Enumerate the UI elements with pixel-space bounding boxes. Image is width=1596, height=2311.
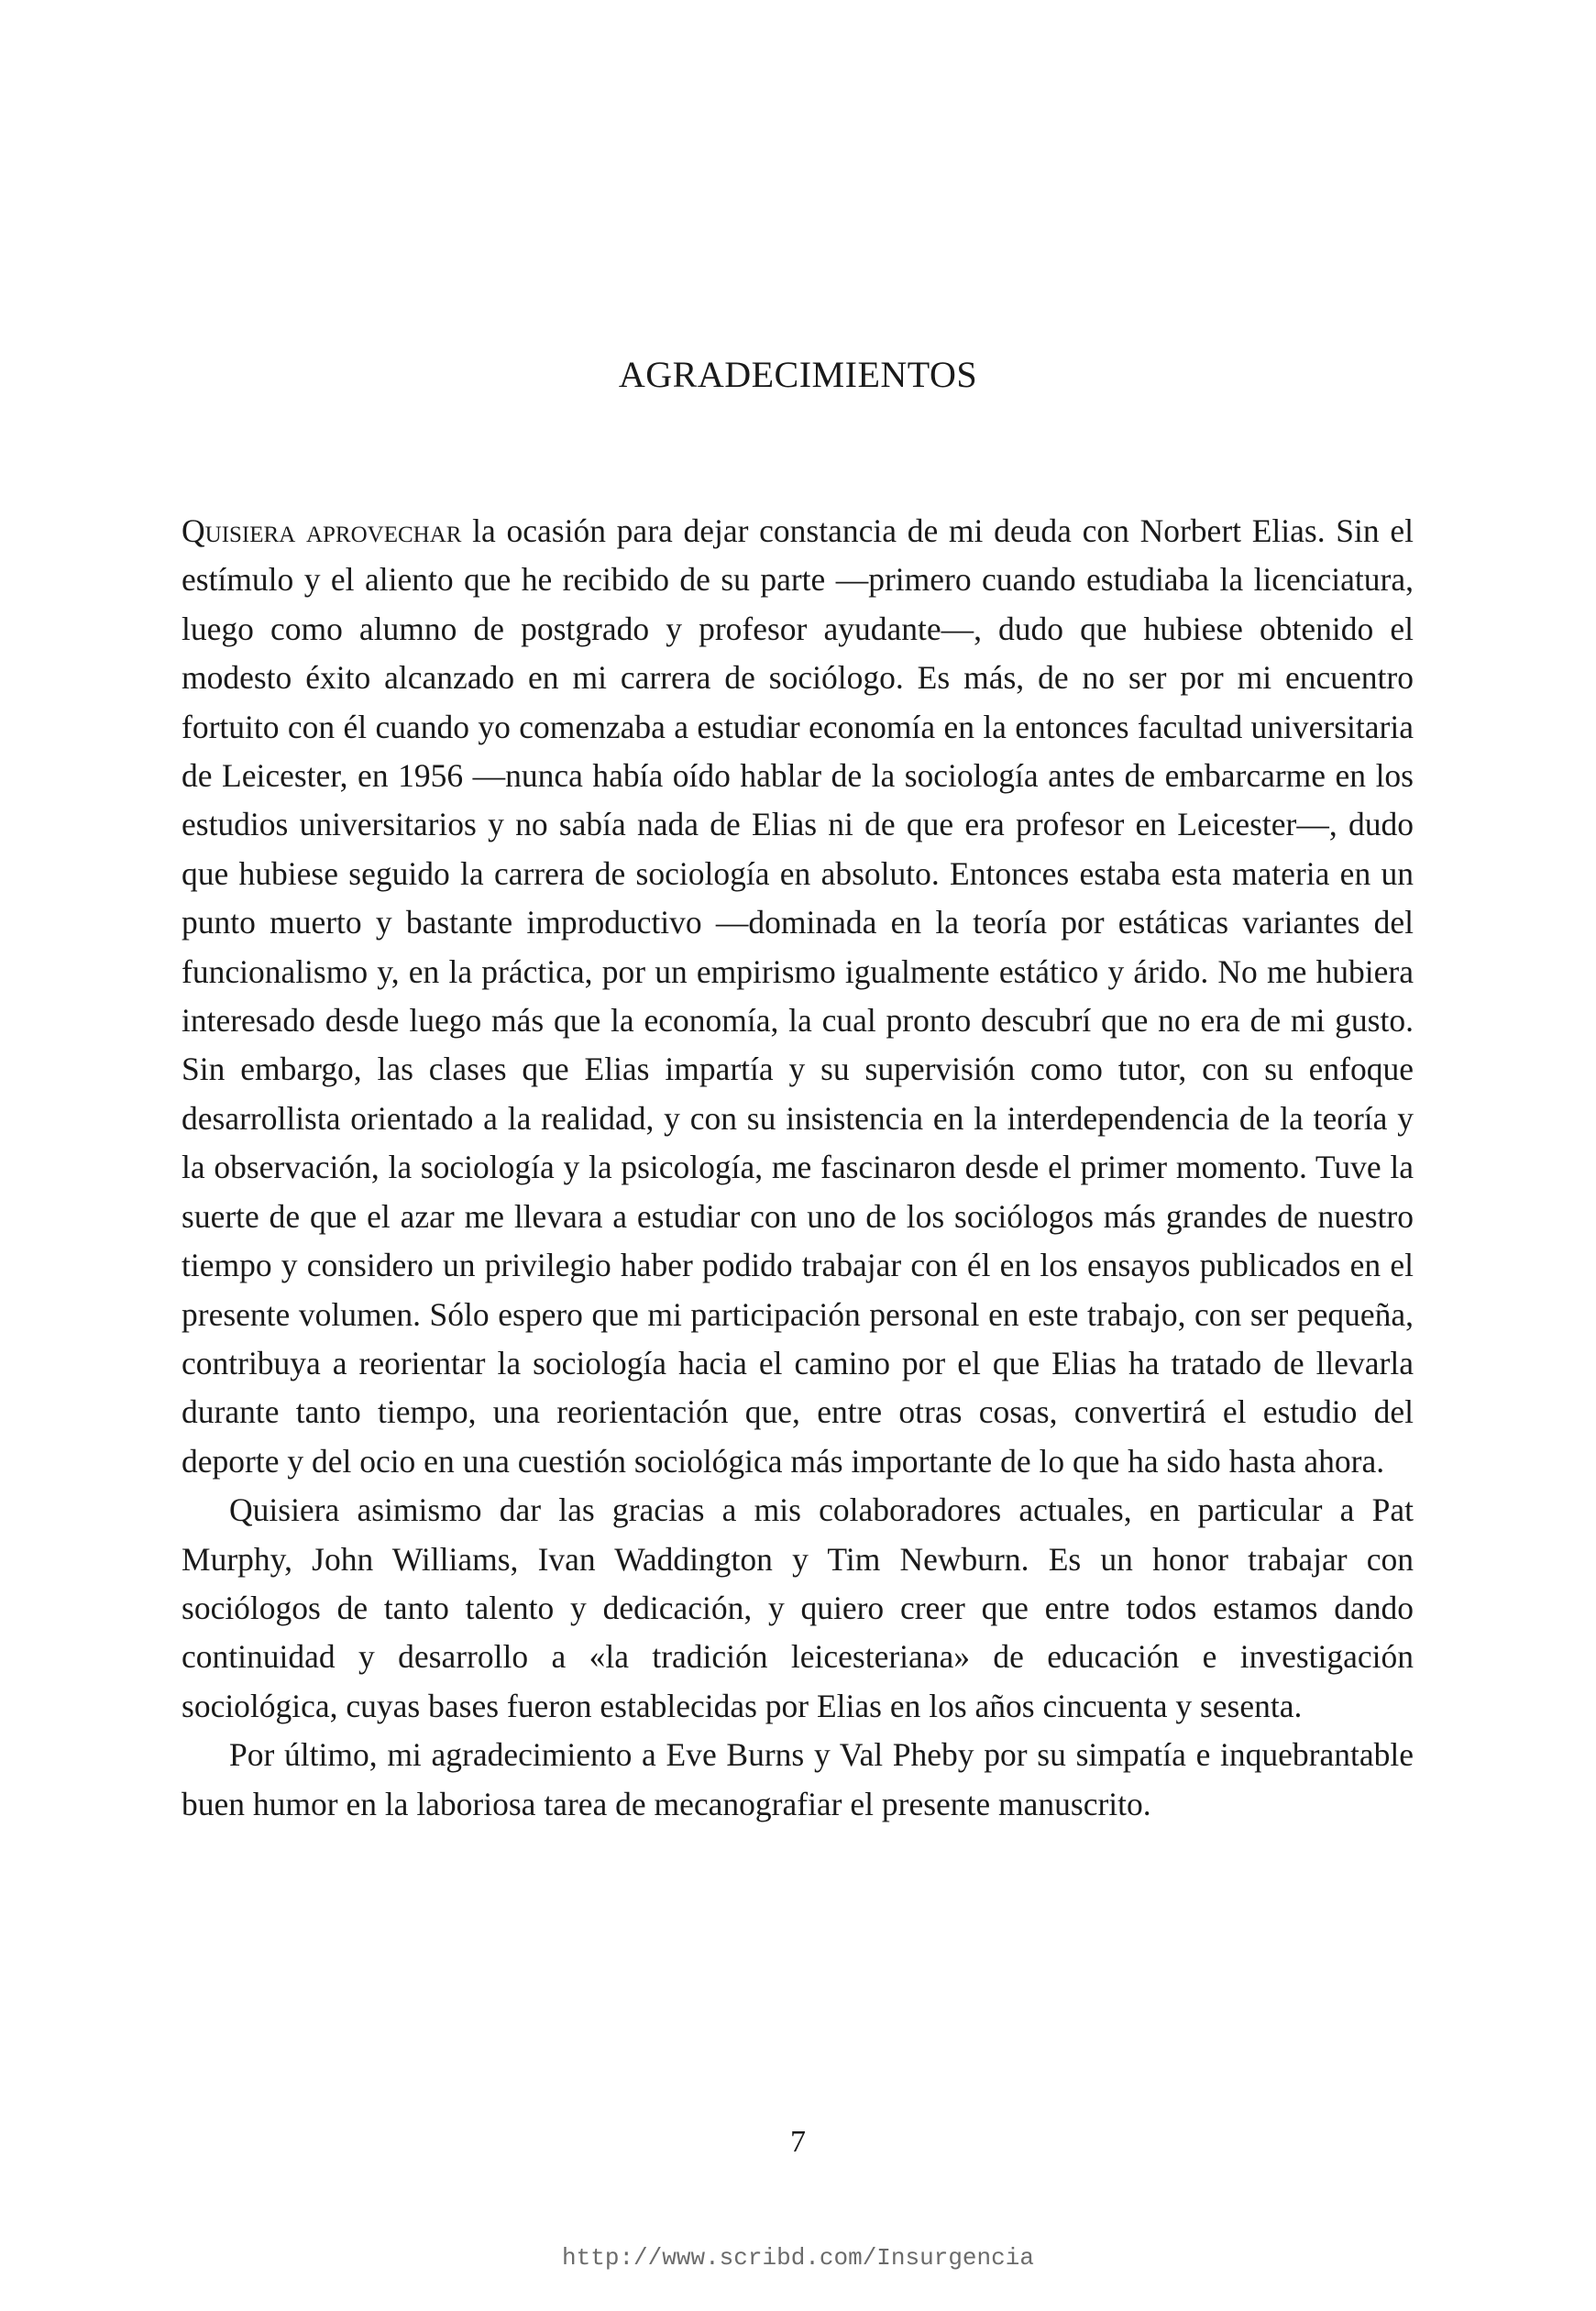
page-number: 7	[790, 2125, 806, 2159]
paragraph-3-text: Por último, mi agradecimiento a Eve Burns y Val Pheby por su simpatía e inquebrantable buen humor en la laboriosa tarea de mecanografiar el presente manuscrito.	[182, 1736, 1414, 1822]
paragraph-3	[182, 1731, 1414, 1829]
paragraph-1-text: la ocasión para dejar constancia de mi deuda con Norbert Elias. Sin el estímulo y el aliento que he recibido de su parte —primero cuando estudiaba la licenciatura, luego como alumno de postgrado y profesor ayudante—, dudo que hubiese obtenido el modesto éxito alcanzado en mi carrera de sociólogo. Es más, de no ser por mi encuentro fortuito con él cuando yo comenzaba a estudiar economía en la entonces facultad universitaria de Leicester, en 1956 —nunca había oído hablar de la sociología antes de embarcarme en los estudios universitarios y no sabía nada de Elias ni de que era profesor en Leicester—, dudo que hubiese seguido la carrera de sociología en absoluto. Entonces estaba esta materia en un punto muerto y bastante improductivo —dominada en la teoría por estáticas variantes del funcionalismo y, en la práctica, por un empirismo igualmente estático y árido. No me hubiera interesado desde luego más que la economía, la cual pronto descubrí que no era de mi gusto. Sin embargo, las clases que Elias impartía y su supervisión como tutor, con su enfoque desarrollista orientado a la realidad, y con su insistencia en la interdependencia de la teoría y la observación, la sociología y la psicología, me fascinaron desde el primer momento. Tuve la suerte de que el azar me llevara a estudiar con uno de los sociólogos más grandes de nuestro tiempo y considero un privilegio haber podido trabajar con él en los ensayos publicados en el presente volumen. Sólo espero que mi participación personal en este trabajo, con ser pequeña, contribuya a reorientar la sociología hacia el camino por el que Elias ha tratado de llevarla durante tanto tiempo, una reorientación que, entre otras cosas, convertirá el estudio del deporte y del ocio en una cuestión sociológica más importante de lo que ha sido hasta ahora.	[182, 512, 1414, 1480]
footer-url: http://www.scribd.com/Insurgencia	[562, 2244, 1034, 2272]
body-text	[182, 507, 1414, 1829]
paragraph-2-text: Quisiera asimismo dar las gracias a mis colaboradores actuales, en particular a Pat Murphy, John Williams, Ivan Waddington y Tim Newburn. Es un honor trabajar con sociólogos de tanto talento y dedicación, y quiero creer que entre todos estamos dando continuidad y desarrollo a «la tradición leicesteriana» de educación e investigación sociológica, cuyas bases fueron establecidas por Elias en los años cincuenta y sesenta.	[182, 1491, 1414, 1724]
paragraph-1	[182, 507, 1414, 1486]
paragraph-1-lead: Quisiera aprovechar	[182, 512, 462, 549]
page-title: AGRADECIMIENTOS	[618, 354, 978, 395]
paragraph-2	[182, 1486, 1414, 1731]
